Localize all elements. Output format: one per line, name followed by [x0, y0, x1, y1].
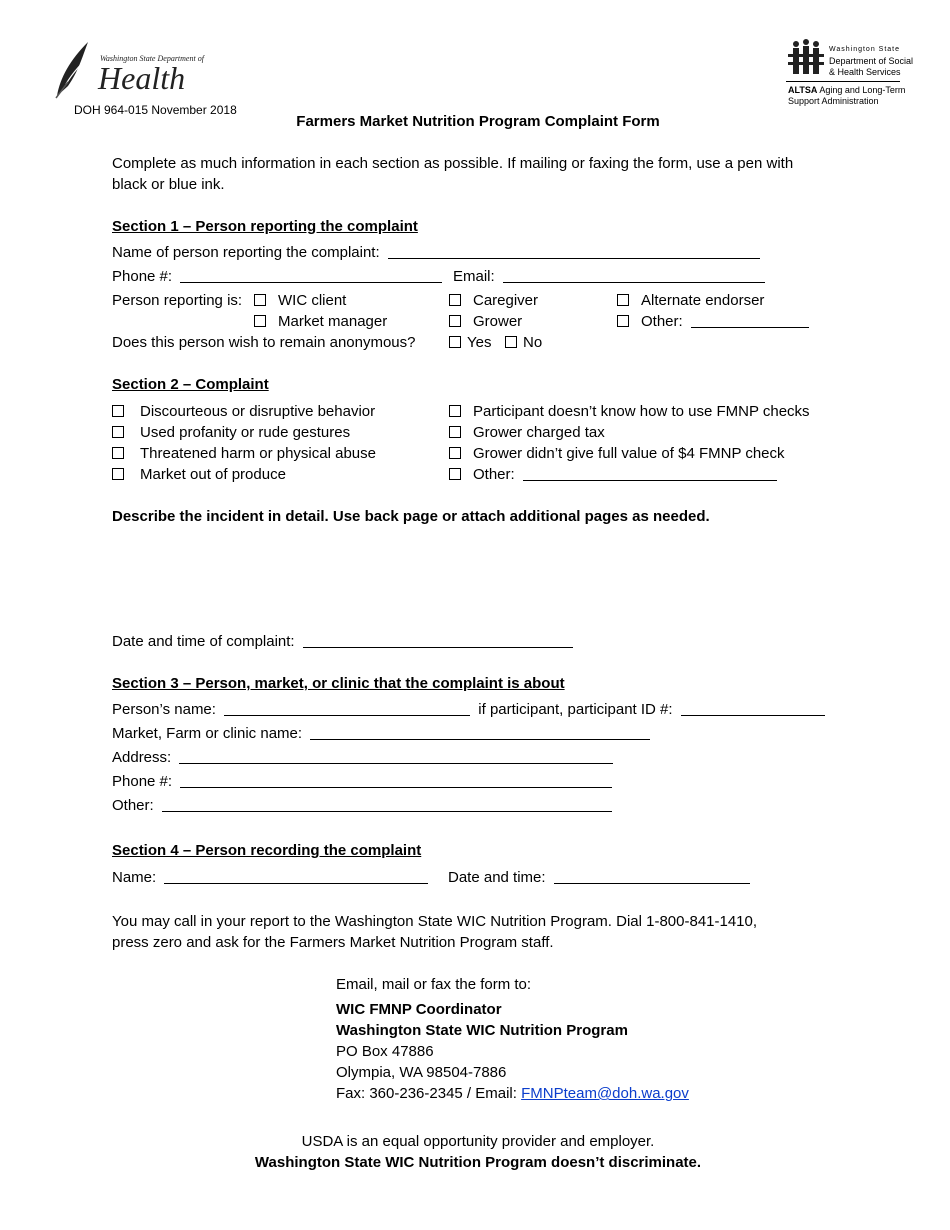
subject-phone-label: Phone #: — [112, 773, 173, 790]
dshs-divider — [786, 81, 900, 82]
email-link[interactable]: FMNPteam@doh.wa.gov — [521, 1085, 689, 1102]
complaint-label: Participant doesn’t know how to use FMNP checks — [473, 403, 810, 420]
section4-heading: Section 4 – Person recording the complaint — [112, 842, 422, 859]
option-alternate-endorser[interactable] — [617, 292, 764, 309]
complaint-other[interactable] — [449, 466, 777, 483]
section3-heading: Section 3 – Person, market, or clinic that the complaint is about — [112, 675, 565, 692]
describe-instruction: Describe the incident in detail. Use back page or attach additional pages as needed. — [112, 508, 710, 525]
checkbox[interactable] — [617, 315, 629, 327]
altsa-bold: ALTSA — [788, 85, 818, 95]
checkbox[interactable] — [254, 315, 266, 327]
mail-name1: WIC FMNP Coordinator — [336, 1001, 502, 1018]
mail-intro: Email, mail or fax the form to: — [336, 976, 532, 993]
section1-heading: Section 1 – Person reporting the complaint — [112, 218, 418, 235]
reporting-is-label: Person reporting is: — [112, 292, 243, 309]
doh-small-text: Washington State Department of — [100, 54, 204, 63]
complaint-discourteous[interactable] — [112, 403, 375, 420]
subject-name-row — [112, 701, 825, 718]
reporter-phone-label: Phone #: — [112, 268, 173, 285]
mail-addr1: PO Box 47886 — [336, 1043, 434, 1060]
mail-name2: Washington State WIC Nutrition Program — [336, 1022, 628, 1039]
complaint-label: Market out of produce — [140, 466, 286, 483]
dshs-logo — [786, 38, 914, 108]
dshs-state: Washington State — [829, 46, 900, 53]
anonymous-label: Does this person wish to remain anonymous? — [112, 334, 416, 351]
doh-logo — [52, 38, 202, 100]
altsa-text: Aging and Long-Term — [819, 85, 906, 95]
checkbox[interactable] — [617, 294, 629, 306]
reporter-name-field[interactable] — [388, 244, 760, 259]
dshs-line1: Department of Social — [829, 56, 914, 66]
option-wic-client[interactable] — [254, 292, 346, 309]
subject-other-label: Other: — [112, 797, 154, 814]
recorder-date-label: Date and time: — [448, 869, 546, 886]
other-field[interactable] — [691, 313, 809, 328]
recorder-name-row — [112, 869, 428, 886]
recorder-date-field[interactable] — [554, 869, 750, 884]
footer-line1: USDA is an equal opportunity provider and employer. — [301, 1133, 655, 1150]
subject-other-row — [112, 797, 612, 814]
complaint-threatened[interactable] — [112, 445, 376, 462]
intro-line1: Complete as much information in each section as possible. If mailing or faxing the form, use a pen with — [112, 155, 794, 172]
subject-address-field[interactable] — [179, 749, 613, 764]
complaint-label: Other: — [473, 466, 515, 483]
subject-name-label: Person’s name: — [112, 701, 216, 718]
subject-address-label: Address: — [112, 749, 172, 766]
complaint-fmnp-checks[interactable] — [449, 403, 810, 420]
complaint-label: Discourteous or disruptive behavior — [140, 403, 376, 420]
checkbox[interactable] — [112, 468, 124, 480]
checkbox[interactable] — [449, 468, 461, 480]
option-label: Alternate endorser — [641, 292, 765, 309]
anonymous-no[interactable] — [505, 334, 542, 351]
complaint-out-of-produce[interactable] — [112, 466, 286, 483]
checkbox[interactable] — [449, 336, 461, 348]
market-name-label: Market, Farm or clinic name: — [112, 725, 303, 742]
call-line2: press zero and ask for the Farmers Market Nutrition Program staff. — [112, 934, 554, 951]
recorder-name-label: Name: — [112, 869, 157, 886]
subject-name-field[interactable] — [224, 701, 470, 716]
complaint-label: Threatened harm or physical abuse — [140, 445, 376, 462]
recorder-name-field[interactable] — [164, 869, 428, 884]
mail-fax: Fax: 360-236-2345 / Email: — [336, 1085, 522, 1102]
checkbox[interactable] — [449, 426, 461, 438]
option-label: Caregiver — [473, 292, 539, 309]
participant-id-field[interactable] — [681, 701, 825, 716]
option-label: WIC client — [278, 292, 347, 309]
incident-description-area[interactable] — [112, 532, 828, 622]
reporter-name-row — [112, 244, 760, 261]
market-name-field[interactable] — [310, 725, 650, 740]
option-grower[interactable] — [449, 313, 522, 330]
complaint-date-row — [112, 633, 573, 650]
anonymous-yes[interactable] — [449, 334, 491, 351]
option-label: Other: — [641, 313, 683, 330]
call-line1: You may call in your report to the Washington State WIC Nutrition Program. Dial 1-800-841-1410, — [112, 913, 758, 930]
checkbox[interactable] — [449, 294, 461, 306]
option-market-manager[interactable] — [254, 313, 387, 330]
reporter-email-label: Email: — [453, 268, 495, 285]
reporter-email-row — [453, 268, 765, 285]
form-title: Farmers Market Nutrition Program Complaint Form — [296, 113, 660, 130]
altsa-line2: Support Administration — [788, 96, 879, 106]
doc-id: DOH 964-015 November 2018 — [74, 103, 237, 117]
intro-line2: black or blue ink. — [112, 176, 225, 193]
complaint-date-field[interactable] — [303, 633, 573, 648]
checkbox[interactable] — [449, 315, 461, 327]
complaint-full-value[interactable] — [449, 445, 785, 462]
mail-addr2: Olympia, WA 98504-7886 — [336, 1064, 507, 1081]
checkbox[interactable] — [112, 447, 124, 459]
subject-phone-row — [112, 773, 612, 790]
yes-label: Yes — [467, 334, 492, 351]
reporter-email-field[interactable] — [503, 268, 765, 283]
altsa-line1 — [788, 85, 905, 95]
checkbox[interactable] — [112, 426, 124, 438]
no-label: No — [523, 334, 543, 351]
checkbox[interactable] — [449, 405, 461, 417]
option-label: Market manager — [278, 313, 388, 330]
option-other[interactable] — [617, 313, 809, 330]
participant-id-label: if participant, participant ID #: — [478, 701, 673, 718]
complaint-label: Used profanity or rude gestures — [140, 424, 351, 441]
complaint-other-field[interactable] — [523, 466, 777, 481]
feather-icon — [52, 38, 102, 100]
subject-phone-field[interactable] — [180, 773, 612, 788]
checkbox[interactable] — [254, 294, 266, 306]
footer-line2: Washington State WIC Nutrition Program doesn’t discriminate. — [254, 1154, 702, 1171]
market-name-row — [112, 725, 650, 742]
option-caregiver[interactable] — [449, 292, 538, 309]
mail-fax-row — [336, 1085, 689, 1102]
complaint-tax[interactable] — [449, 424, 605, 441]
checkbox[interactable] — [449, 447, 461, 459]
reporter-phone-row — [112, 268, 442, 285]
complaint-label: Grower charged tax — [473, 424, 605, 441]
dshs-line2: & Health Services — [829, 67, 901, 77]
option-label: Grower — [473, 313, 523, 330]
complaint-date-label: Date and time of complaint: — [112, 633, 295, 650]
checkbox[interactable] — [505, 336, 517, 348]
subject-address-row — [112, 749, 613, 766]
subject-other-field[interactable] — [162, 797, 612, 812]
reporter-phone-field[interactable] — [180, 268, 442, 283]
doh-health-text: Health — [98, 60, 186, 96]
section2-heading: Section 2 – Complaint — [112, 376, 269, 393]
complaint-profanity[interactable] — [112, 424, 350, 441]
checkbox[interactable] — [112, 405, 124, 417]
complaint-label: Grower didn’t give full value of $4 FMNP check — [473, 445, 785, 462]
recorder-date-row — [448, 869, 750, 886]
people-icon — [786, 38, 826, 78]
reporter-name-label: Name of person reporting the complaint: — [112, 244, 380, 261]
